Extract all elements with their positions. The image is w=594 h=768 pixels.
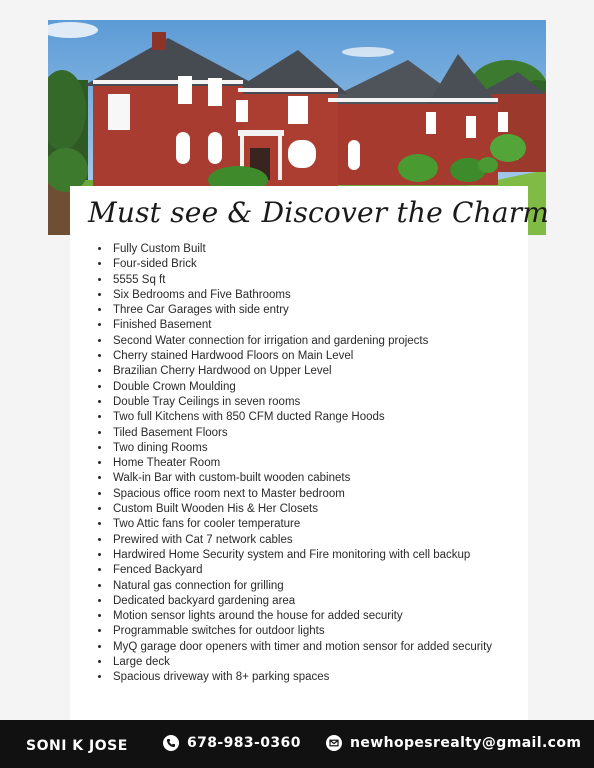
feature-item: • Hardwired Home Security system and Fire monitoring with cell backup	[111, 548, 531, 563]
feature-item: • Second Water connection for irrigation and gardening projects	[111, 334, 531, 349]
feature-item: • Cherry stained Hardwood Floors on Main Level	[111, 349, 531, 364]
feature-item: • Fenced Backyard	[111, 563, 531, 578]
features-card	[70, 186, 550, 720]
feature-item: • 5555 Sq ft	[111, 273, 531, 288]
contact-footer	[0, 720, 594, 768]
feature-item: • Walk-in Bar with custom-built wooden cabinets	[111, 471, 531, 486]
feature-item: • Dedicated backyard gardening area	[111, 594, 531, 609]
email-address: newhopesrealty@gmail.com	[350, 735, 582, 751]
phone-icon	[163, 735, 179, 751]
feature-item: • Large deck	[111, 655, 531, 670]
feature-item: • Two Attic fans for cooler temperature	[111, 517, 531, 532]
feature-item: • Natural gas connection for grilling	[111, 579, 531, 594]
flyer-heading: Must see & Discover the Charm	[88, 196, 550, 229]
phone-contact[interactable]	[163, 735, 301, 751]
feature-item: • Double Tray Ceilings in seven rooms	[111, 395, 531, 410]
feature-item: • Three Car Garages with side entry	[111, 303, 531, 318]
feature-item: • Double Crown Moulding	[111, 380, 531, 395]
email-contact[interactable]	[326, 735, 581, 751]
feature-list	[94, 242, 531, 686]
feature-item: • Programmable switches for outdoor lights	[111, 624, 531, 639]
feature-item: • Custom Built Wooden His & Her Closets	[111, 502, 531, 517]
email-icon	[326, 735, 342, 751]
feature-item: • Two full Kitchens with 850 CFM ducted Range Hoods	[111, 410, 531, 425]
feature-item: • Tiled Basement Floors	[111, 426, 531, 441]
feature-item: • Fully Custom Built	[111, 242, 531, 257]
feature-item: • Brazilian Cherry Hardwood on Upper Level	[111, 364, 531, 379]
agent-name: SONI K JOSE	[26, 738, 128, 754]
feature-item: • Four-sided Brick	[111, 257, 531, 272]
feature-item: • Finished Basement	[111, 318, 531, 333]
feature-item: • MyQ garage door openers with timer and motion sensor for added security	[111, 640, 531, 655]
feature-item: • Six Bedrooms and Five Bathrooms	[111, 288, 531, 303]
feature-item: • Spacious driveway with 8+ parking spaces	[111, 670, 531, 685]
feature-item: • Two dining Rooms	[111, 441, 531, 456]
feature-item: • Prewired with Cat 7 network cables	[111, 533, 531, 548]
feature-item: • Home Theater Room	[111, 456, 531, 471]
feature-item: • Motion sensor lights around the house for added security	[111, 609, 531, 624]
feature-item: • Spacious office room next to Master bedroom	[111, 487, 531, 502]
phone-number: 678-983-0360	[187, 735, 301, 751]
